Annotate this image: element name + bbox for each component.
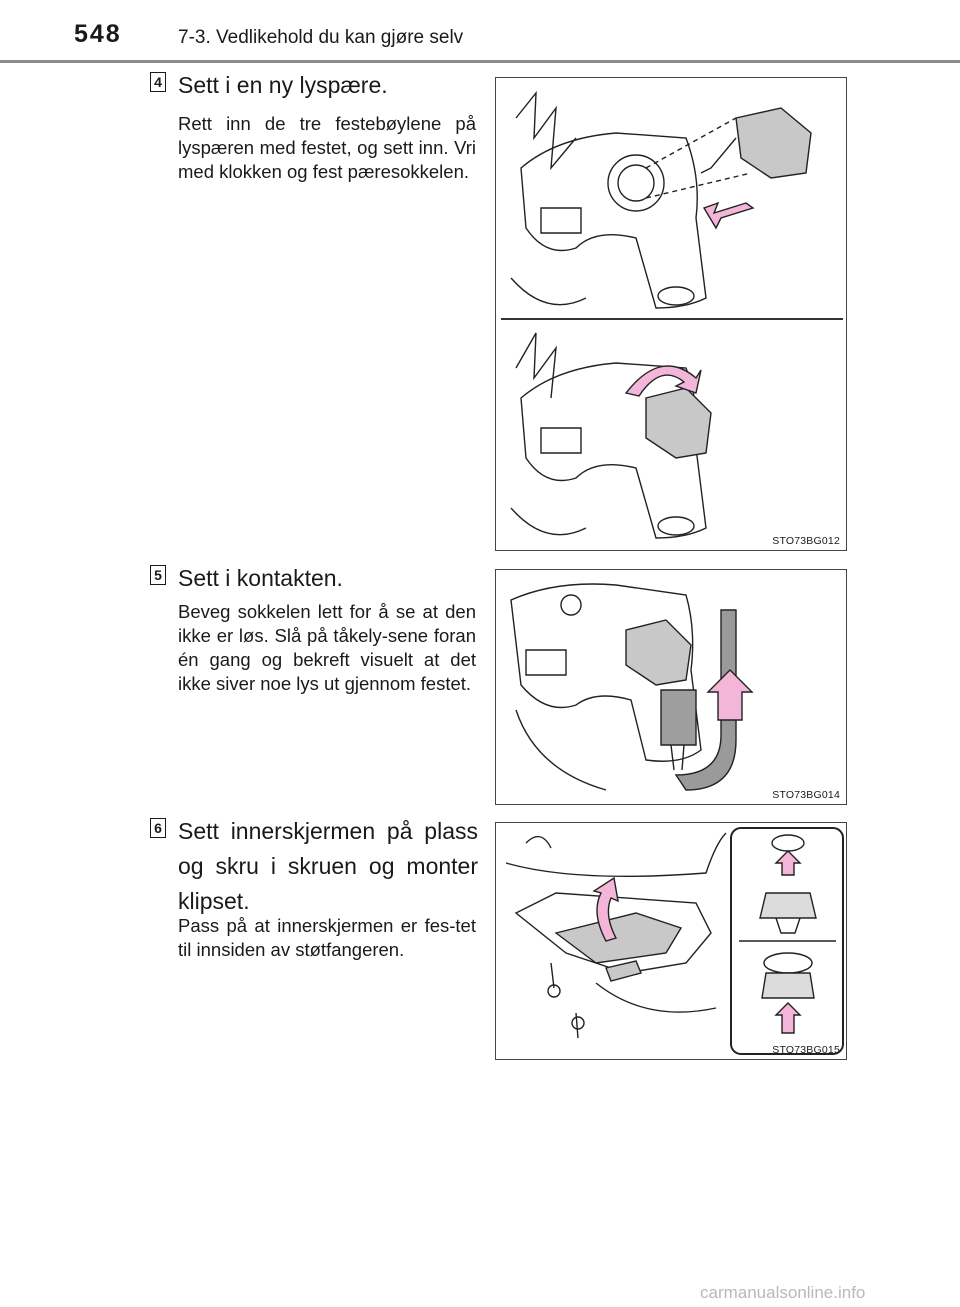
fender-illustration — [496, 823, 848, 1061]
step-text-5: Beveg sokkelen lett for å se at den ikke er løs. Slå på tåkely-sene foran én gang og bekreft visuelt at det ikke siver noe lys ut gjennom festet. — [178, 601, 476, 694]
figure-connector — [495, 569, 847, 805]
figure-fender-liner — [495, 822, 847, 1060]
bulb-illustration — [496, 78, 848, 552]
step-text-4: Rett inn de tre festebøylene på lyspæren med festet, og sett inn. Vri med klokken og fest pæresokkelen. — [178, 113, 476, 182]
figure-code-3: STO73BG015 — [772, 1044, 840, 1056]
step-badge-4: 4 — [150, 72, 166, 92]
step-title-4: Sett i en ny lyspære. — [178, 72, 388, 98]
figure-code-2: STO73BG014 — [772, 789, 840, 801]
connector-illustration — [496, 570, 848, 806]
page-number: 548 — [74, 20, 122, 48]
step-badge-6: 6 — [150, 818, 166, 838]
watermark: carmanualsonline.info — [700, 1283, 866, 1302]
figure-bulb-insert — [495, 77, 847, 551]
section-title: 7-3. Vedlikehold du kan gjøre selv — [178, 27, 464, 48]
step-badge-5: 5 — [150, 565, 166, 585]
header-rule — [0, 60, 960, 63]
figure-code-1: STO73BG012 — [772, 535, 840, 547]
step-text-6: Pass på at innerskjermen er fes-tet til innsiden av støtfangeren. — [178, 915, 476, 960]
step-title-6: Sett innerskjermen på plass og skru i skruen og monter klipset. — [178, 818, 478, 914]
step-title-5: Sett i kontakten. — [178, 565, 343, 591]
